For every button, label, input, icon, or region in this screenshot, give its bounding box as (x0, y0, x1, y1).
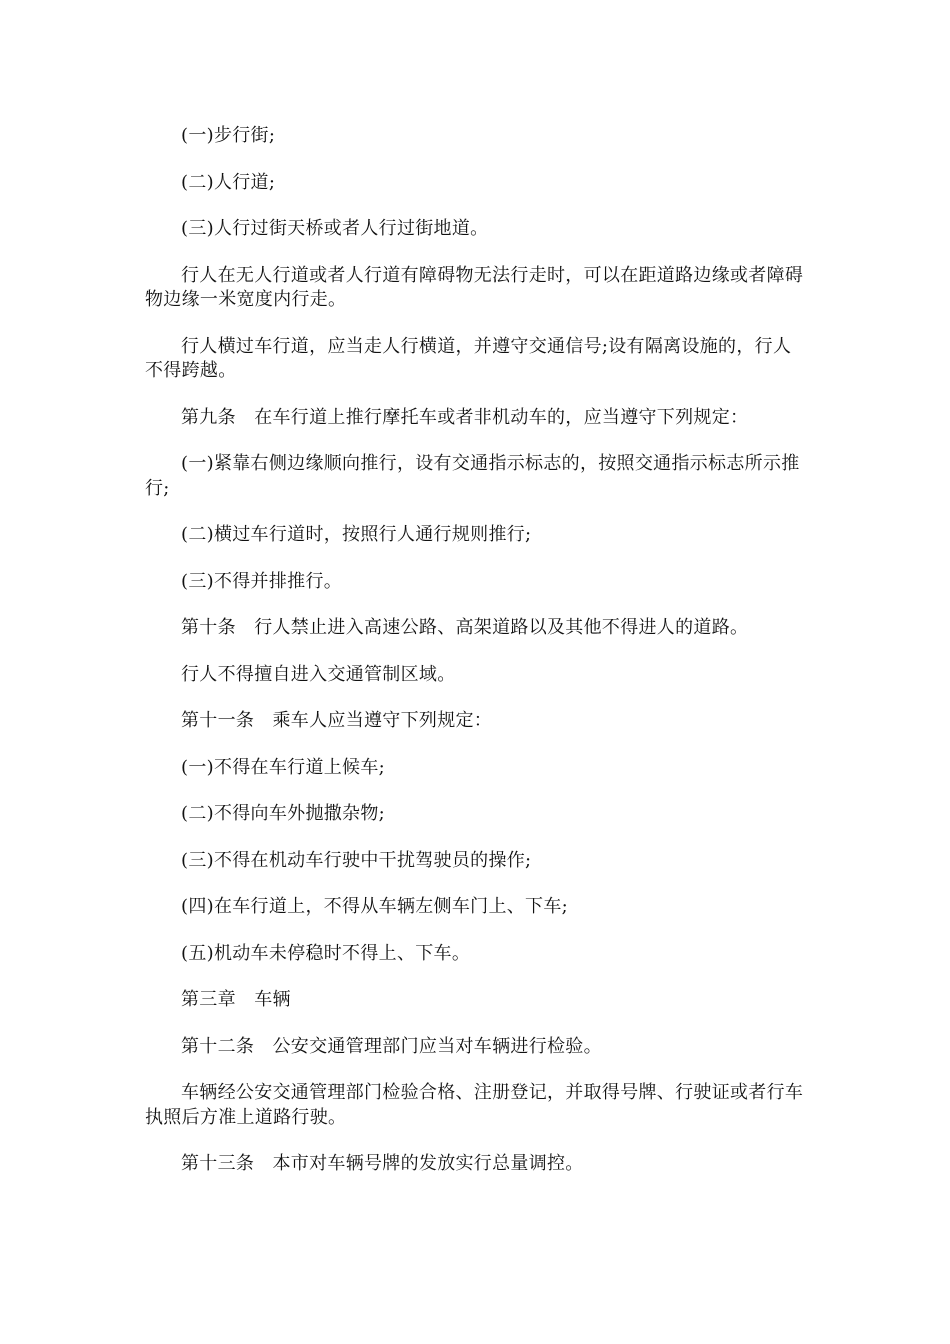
paragraph-13: (一)不得在车行道上候车; (181, 756, 386, 778)
chapter-3-heading: 第三章 车辆 (181, 989, 291, 1010)
paragraph-8: (二)横过车行道时，按照行人通行规则推行; (181, 524, 532, 545)
paragraph-3: (三)人行过街天桥或者人行过街地道。 (181, 218, 489, 239)
paragraph-15: (三)不得在机动车行驶中干扰驾驶员的操作; (181, 849, 532, 871)
paragraph-16: (四)在车行道上，不得从车辆左侧车门上、下车; (181, 896, 569, 917)
article-9-heading: 第九条 在车行道上推行摩托车或者非机动车的，应当遵守下列规定： (181, 406, 749, 428)
article-10-heading: 第十条 行人禁止进入高速公路、高架道路以及其他不得进人的道路。 (181, 617, 749, 638)
article-13-heading: 第十三条 本市对车辆号牌的发放实行总量调控。 (181, 1153, 584, 1174)
paragraph-11: 行人不得擅自进入交通管制区域。 (181, 663, 456, 685)
paragraph-2: (二)人行道; (181, 171, 276, 193)
paragraph-7: (一)紧靠右侧边缘顺向推行，设有交通指示标志的，按照交通指示标志所示推行; (145, 453, 800, 499)
paragraph-4: 行人在无人行道或者人行道有障碍物无法行走时，可以在距道路边缘或者障碍物边缘一米宽度内行走。 (145, 264, 804, 310)
paragraph-9: (三)不得并排推行。 (181, 570, 343, 592)
article-11-heading: 第十一条 乘车人应当遵守下列规定： (181, 710, 493, 731)
paragraph-14: (二)不得向车外抛撒杂物; (181, 803, 386, 824)
paragraph-20: 车辆经公安交通管理部门检验合格、注册登记，并取得号牌、行驶证或者行车执照后方准上道路行驶。 (145, 1082, 804, 1128)
article-12-heading: 第十二条 公安交通管理部门应当对车辆进行检验。 (181, 1035, 602, 1057)
document-body (145, 124, 805, 1199)
paragraph-17: (五)机动车未停稳时不得上、下车。 (181, 942, 471, 964)
paragraph-1: (一)步行街; (181, 125, 276, 146)
paragraph-5: 行人横过车行道，应当走人行横道，并遵守交通信号;设有隔离设施的，行人不得跨越。 (145, 335, 792, 381)
